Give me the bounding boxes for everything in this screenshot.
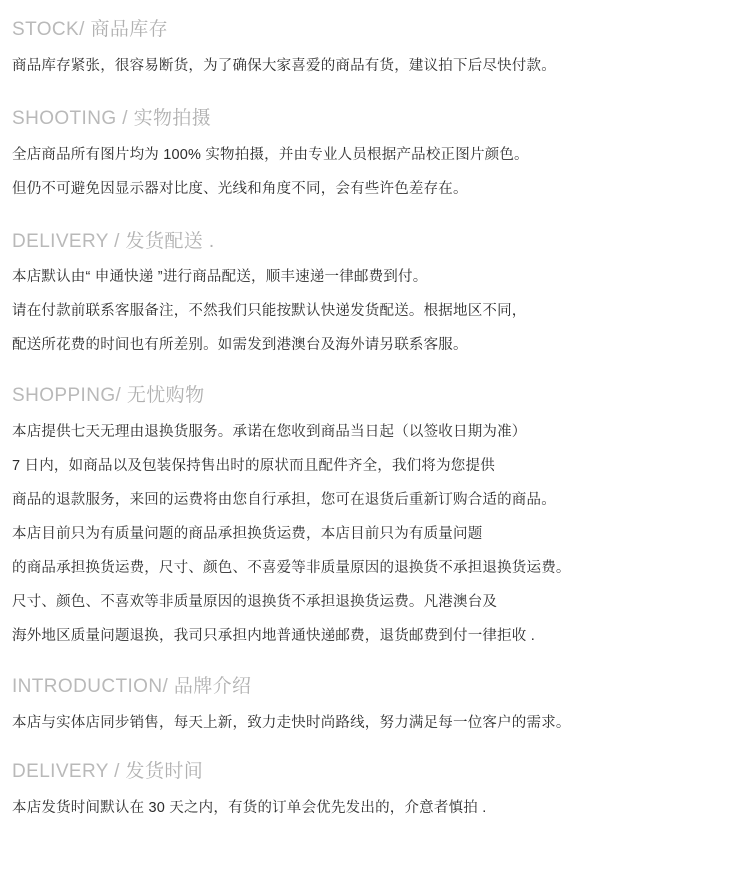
body-line: 本店目前只为有质量问题的商品承担换货运费，本店目前只为有质量问题 (12, 526, 483, 543)
section-introduction (12, 675, 739, 734)
body-line: 但仍不可避免因显示器对比度、光线和角度不同，会有些许色差存在。 (12, 180, 468, 197)
section-heading-en: STOCK/ (12, 19, 85, 40)
section-heading-stock (12, 18, 739, 42)
section-heading-en: INTRODUCTION/ (12, 676, 169, 698)
section-shooting (12, 107, 739, 200)
section-shopping (12, 384, 739, 647)
section-heading-delivery-time (12, 760, 739, 784)
section-heading-en: DELIVERY / (12, 230, 120, 252)
section-heading-shopping (12, 384, 739, 408)
section-heading-cn: 发货配送 . (125, 230, 215, 252)
section-heading-cn: 品牌介绍 (173, 676, 252, 698)
body-line: 全店商品所有图片均为 100% 实物拍摄，并由专业人员根据产品校正图片颜色。 (12, 146, 529, 163)
body-line: 本店提供七天无理由退换货服务。承诺在您收到商品当日起（以签收日期为准） (12, 424, 527, 441)
section-delivery-time (12, 760, 739, 819)
section-heading-shooting (12, 107, 739, 131)
section-heading-cn: 实物拍摄 (133, 107, 212, 129)
body-line: 本店默认由“ 申通快递 ”进行商品配送，顺丰速递一律邮费到付。 (12, 269, 428, 286)
body-line: 配送所花费的时间也有所差别。如需发到港澳台及海外请另联系客服。 (12, 337, 468, 354)
section-heading-cn: 无忧购物 (126, 385, 205, 407)
body-line: 尺寸、颜色、不喜欢等非质量原因的退换货不承担退换货运费。凡港澳台及 (12, 594, 498, 611)
body-line: 商品的退款服务，来回的运费将由您自行承担，您可在退货后重新订购合适的商品。 (12, 492, 556, 509)
section-delivery-shipping (12, 230, 739, 357)
section-heading-cn: 发货时间 (125, 760, 204, 782)
section-heading-delivery-shipping (12, 230, 739, 254)
body-line: 商品库存紧张，很容易断货，为了确保大家喜爱的商品有货，建议拍下后尽快付款。 (12, 57, 556, 74)
section-heading-introduction (12, 675, 739, 699)
section-heading-en: SHOPPING/ (12, 385, 122, 407)
section-heading-cn: 商品库存 (90, 19, 169, 40)
body-line: 7 日内，如商品以及包装保持售出时的原状而且配件齐全，我们将为您提供 (12, 458, 495, 475)
section-heading-en: SHOOTING / (12, 107, 128, 129)
body-line: 的商品承担换货运费，尺寸、颜色、不喜爱等非质量原因的退换货不承担退换货运费。 (12, 560, 571, 577)
section-heading-en: DELIVERY / (12, 760, 120, 782)
body-line: 请在付款前联系客服备注，不然我们只能按默认快递发货配送。根据地区不同， (12, 303, 527, 320)
body-line: 本店发货时间默认在 30 天之内，有货的订单会优先发出的，介意者慎拍 . (12, 799, 487, 816)
body-line: 海外地区质量问题退换，我司只承担内地普通快递邮费，退货邮费到付一律拒收 . (12, 628, 535, 645)
section-stock (12, 18, 739, 77)
body-line: 本店与实体店同步销售，每天上新，致力走快时尚路线，努力满足每一位客户的需求。 (12, 714, 571, 731)
